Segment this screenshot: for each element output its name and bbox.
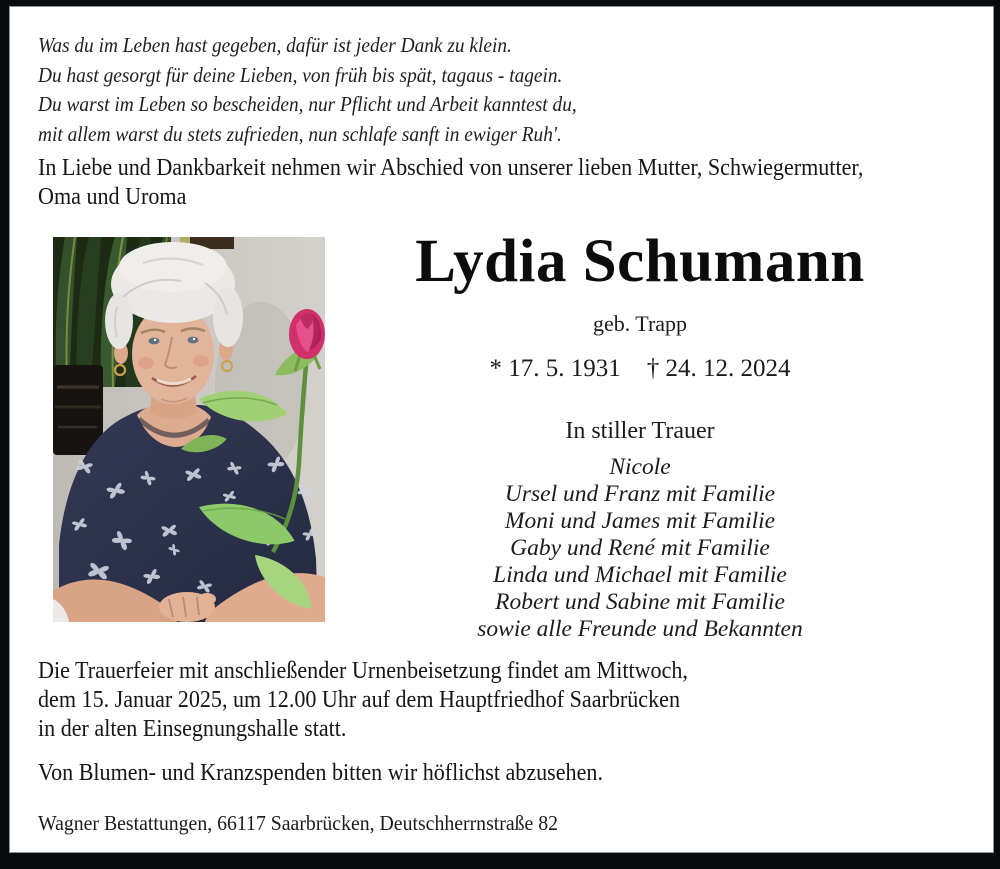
maiden-name: geb. Trapp [592, 311, 688, 336]
mourner-name: Ursel und Franz mit Familie [504, 481, 776, 507]
intro-text [38, 154, 863, 212]
mourner-name: sowie alle Freunde und Bekannten [477, 616, 803, 642]
poem-line: mit allem warst du stets zufrieden, nun schlafe sanft in ewiger Ruh'. [38, 121, 562, 146]
mourner-name: Moni und James mit Familie [504, 508, 776, 534]
poem-line: Du warst im Leben so bescheiden, nur Pflicht und Arbeit kanntest du, [38, 92, 577, 116]
obituary-card [10, 7, 993, 852]
life-dates [340, 355, 940, 383]
funeral-line: in der alten Einsegnungshalle statt. [38, 716, 347, 742]
eye [149, 338, 160, 345]
flowers-note: Von Blumen- und Kranzspenden bitten wir höflichst abzusehen. [38, 760, 603, 786]
death-date: † 24. 12. 2024 [646, 355, 791, 382]
funeral-line: dem 15. Januar 2025, um 12.00 Uhr auf dem Hauptfriedhof Saarbrücken [38, 687, 680, 713]
mourners-list [340, 454, 940, 643]
poem-line: Du hast gesorgt für deine Lieben, von früh bis spät, tagaus - tagein. [38, 62, 563, 87]
intro-line: Oma und Uroma [38, 184, 187, 210]
eye [188, 337, 199, 344]
memorial-poem [38, 31, 577, 149]
deceased-name: Lydia Schumann [415, 228, 865, 295]
undertaker-line: Wagner Bestattungen, 66117 Saarbrücken, Deutschherrnstraße 82 [38, 811, 559, 835]
portrait-photo [53, 237, 325, 622]
mourner-name: Linda und Michael mit Familie [493, 562, 787, 588]
funeral-line: Die Trauerfeier mit anschließender Urnenbeisetzung findet am Mittwoch, [38, 658, 688, 684]
mourner-name: Gaby und René mit Familie [510, 535, 770, 561]
intro-line: In Liebe und Dankbarkeit nehmen wir Abschied von unserer lieben Mutter, Schwiegermutter, [38, 155, 864, 181]
mourner-name: Robert und Sabine mit Familie [495, 589, 785, 615]
poem-line: Was du im Leben hast gegeben, dafür ist jeder Dank zu klein. [38, 33, 512, 57]
birth-date: * 17. 5. 1931 [489, 355, 621, 382]
funeral-details [38, 657, 688, 744]
portrait-photo-svg [53, 237, 325, 622]
mourning-heading: In stiller Trauer [565, 418, 715, 444]
mourner-name: Nicole [609, 454, 671, 480]
